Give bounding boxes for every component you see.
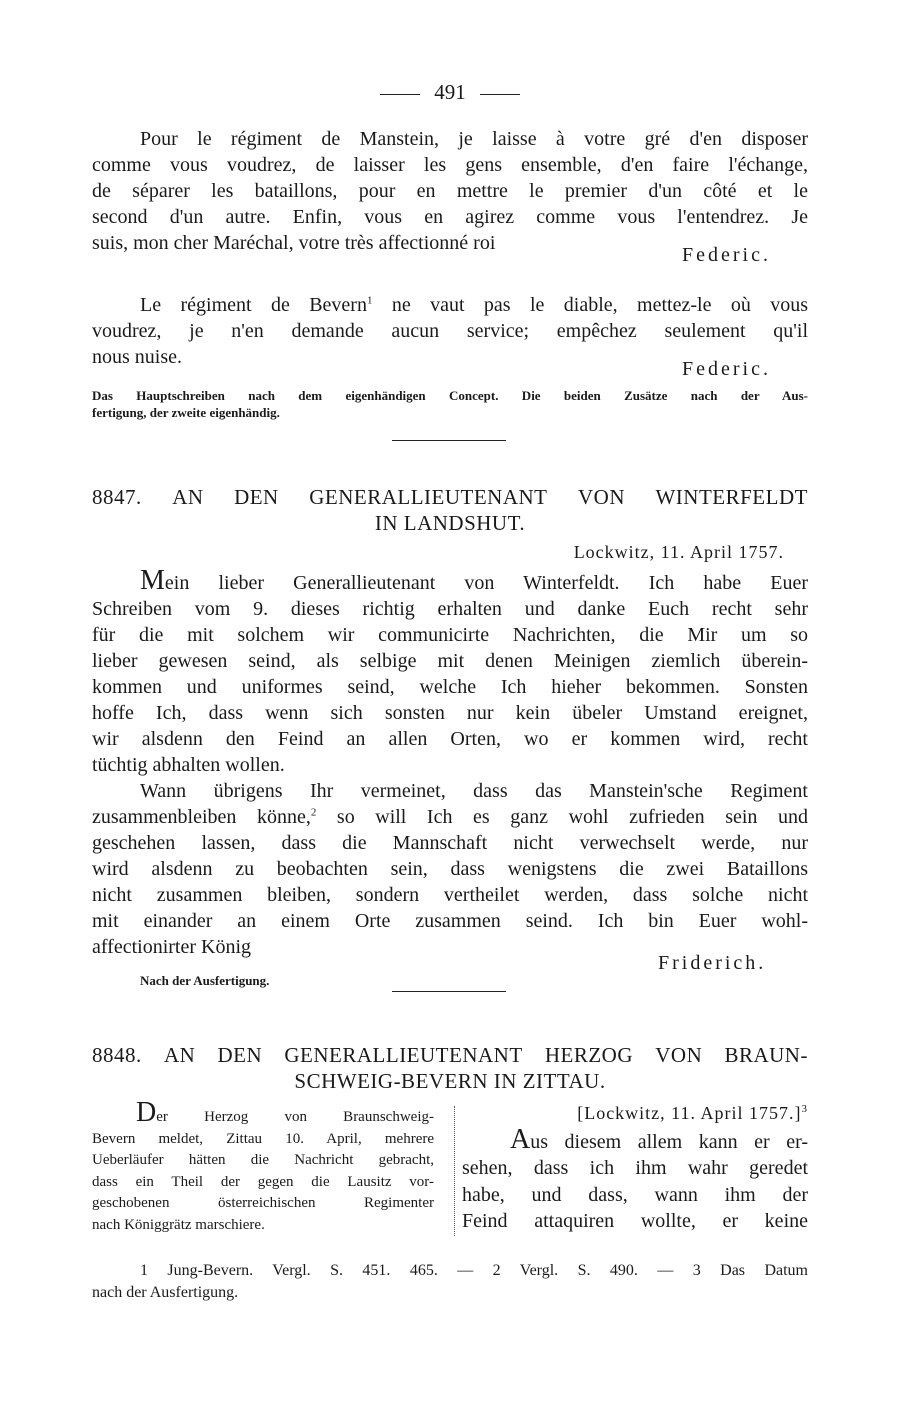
heading-word: GENERALLIEUTENANT (284, 1043, 523, 1067)
text-fragment: er Herzog von Braunschweig- (156, 1109, 434, 1125)
letter-8848-text (462, 1100, 808, 1235)
text-fragment: zusammenbleiben könne, (92, 806, 311, 828)
footnote-line: nach der Ausfertigung. (92, 1284, 239, 1301)
text-line: wird alsdenn zu beobachten sein, dass wenigstens die zwei Bataillons (92, 858, 808, 880)
text-line: kommen und uniformes seind, welche Ich hieher bekommen. Sonsten (92, 676, 808, 698)
text-line (92, 1097, 434, 1129)
heading-line-1 (92, 1042, 808, 1068)
footnote-mark: 1 (366, 294, 373, 307)
text-line (92, 292, 808, 318)
text-line: Pour le régiment de Manstein, je laisse à votre gré d'en disposer (140, 128, 808, 150)
dateline-8847: Lockwitz, 11. April 1757. (573, 542, 784, 562)
text-line: Feind attaquiren wollte, er keine (462, 1210, 808, 1232)
heading-word: GENERALLIEUTENANT (309, 485, 548, 509)
footnote-mark: 2 (310, 806, 317, 819)
signature-federic-1: Federic. (682, 244, 771, 266)
heading-word: VON (577, 485, 625, 509)
page-number-value: 491 (434, 80, 466, 104)
drop-cap: D (136, 1097, 157, 1128)
heading-word: WINTERFELDT (655, 485, 808, 509)
letter-number: 8847. (92, 485, 142, 509)
footnote-line: 1 Jung-Bevern. Vergl. S. 451. 465. — 2 Vergl. S. 490. — 3 Das Datum (140, 1262, 808, 1279)
text-fragment: us diesem allem kann er er- (530, 1130, 808, 1153)
section-rule (392, 440, 506, 441)
text-line: suis, mon cher Maréchal, votre très affectionné roi (92, 232, 496, 254)
text-line: habe, und dass, wann ihm der (462, 1183, 808, 1206)
text-line: lieber gewesen seind, als selbige mit denen Meinigen ziemlich überein- (92, 650, 808, 672)
letter-8847-paragraph-1 (92, 565, 808, 778)
drop-cap: M (140, 565, 165, 596)
signature-friderich: Friderich. (658, 952, 767, 974)
text-line: geschobenen österreichischen Regimenter (92, 1195, 434, 1211)
text-line (462, 1123, 808, 1156)
text-line: second d'un autre. Enfin, vous en agirez comme vous l'entendrez. Je (92, 206, 808, 228)
text-fragment: ne vaut pas le diable, mettez-le où vous (372, 294, 808, 316)
letter-number: 8848. (92, 1043, 142, 1067)
text-line: nous nuise. (92, 346, 182, 368)
text-fragment: Le régiment de Bevern (140, 294, 367, 316)
heading-line-2: SCHWEIG-BEVERN IN ZITTAU. (294, 1069, 606, 1093)
text-line: Schreiben vom 9. dieses richtig erhalten und danke Euch recht sehr (92, 598, 808, 620)
heading-word: AN (163, 1043, 196, 1067)
text-line: dass ein Theil der gegen die Lausitz vor- (92, 1173, 434, 1190)
text-line: Ueberläufer hätten die Nachricht gebracht, (92, 1152, 434, 1168)
text-line: de séparer les bataillons, pour en mettre le premier d'un côté et le (92, 180, 808, 202)
letter-8848-summary (92, 1097, 434, 1236)
text-fragment: so will Ich es ganz wohl zufrieden sein und (316, 806, 808, 828)
heading-word: VON (655, 1043, 703, 1067)
text-line: Bevern meldet, Zittau 10. April, mehrere (92, 1130, 434, 1147)
letter-8848-heading (92, 1042, 808, 1094)
text-line (92, 804, 808, 830)
drop-cap: A (510, 1123, 531, 1155)
text-line: hoffe Ich, dass wenn sich sonsten nur kein übeler Umstand ereignet, (92, 702, 808, 724)
text-line: voudrez, je n'en demande aucun service; empêchez seulement qu'il (92, 320, 808, 342)
text-line: Wann übrigens Ihr vermeinet, dass das Manstein'sche Regiment (140, 780, 808, 802)
text-line: wir alsdenn den Feind an allen Orten, wo er kommen wird, recht (92, 728, 808, 750)
heading-word: DEN (234, 485, 279, 509)
text-line: nach Königgrätz marschiere. (92, 1216, 265, 1233)
heading-word: HERZOG (544, 1043, 634, 1067)
text-line: mit einander an einem Orte zusammen seind. Ich bin Euer wohl- (92, 910, 808, 932)
text-line: nicht zusammen bleiben, sondern vertheilet werden, dass solche nicht (92, 884, 808, 906)
footnotes (92, 1260, 808, 1304)
text-line: für die mit solchem wir communicirte Nachrichten, die Mir um so (92, 624, 808, 646)
heading-word: DEN (217, 1043, 263, 1067)
heading-line-1 (92, 484, 808, 510)
dateline-text: [Lockwitz, 11. April 1757.] (577, 1103, 802, 1123)
footnote-mark: 3 (801, 1103, 808, 1115)
text-line: tüchtig abhalten wollen. (92, 754, 285, 776)
page-number-dash-left (380, 94, 420, 95)
letter-8847-heading (92, 484, 808, 536)
text-line: comme vous voudrez, de laisser les gens ensemble, d'en faire l'échange, (92, 154, 808, 176)
letter-8846-paragraph-1 (92, 126, 808, 256)
section-rule (392, 991, 506, 992)
text-fragment: ein lieber Generallieutenant von Winterfeldt. Ich habe Euer (164, 572, 808, 594)
column-divider (454, 1106, 455, 1236)
heading-line-2: IN LANDSHUT. (374, 511, 526, 535)
signature-federic-2: Federic. (682, 358, 771, 380)
heading-word: AN (172, 485, 204, 509)
source-note-8847: Nach der Ausfertigung. (140, 973, 270, 988)
text-line: sehen, dass ich ihm wahr geredet (462, 1157, 808, 1179)
source-note-8846 (92, 387, 808, 421)
page (92, 0, 808, 1404)
note-line: fertigung, der zweite eigenhändig. (92, 405, 280, 420)
text-line: geschehen lassen, dass die Mannschaft nicht verwechselt werde, nur (92, 832, 808, 854)
page-number (92, 80, 808, 105)
heading-word: BRAUN- (724, 1043, 808, 1067)
note-line: Das Hauptschreiben nach dem eigenhändigen Concept. Die beiden Zusätze nach der Aus- (92, 388, 808, 403)
text-line: affectionirter König (92, 936, 252, 958)
text-line (92, 565, 808, 596)
page-number-dash-right (480, 94, 520, 95)
letter-8847-paragraph-2 (92, 778, 808, 960)
